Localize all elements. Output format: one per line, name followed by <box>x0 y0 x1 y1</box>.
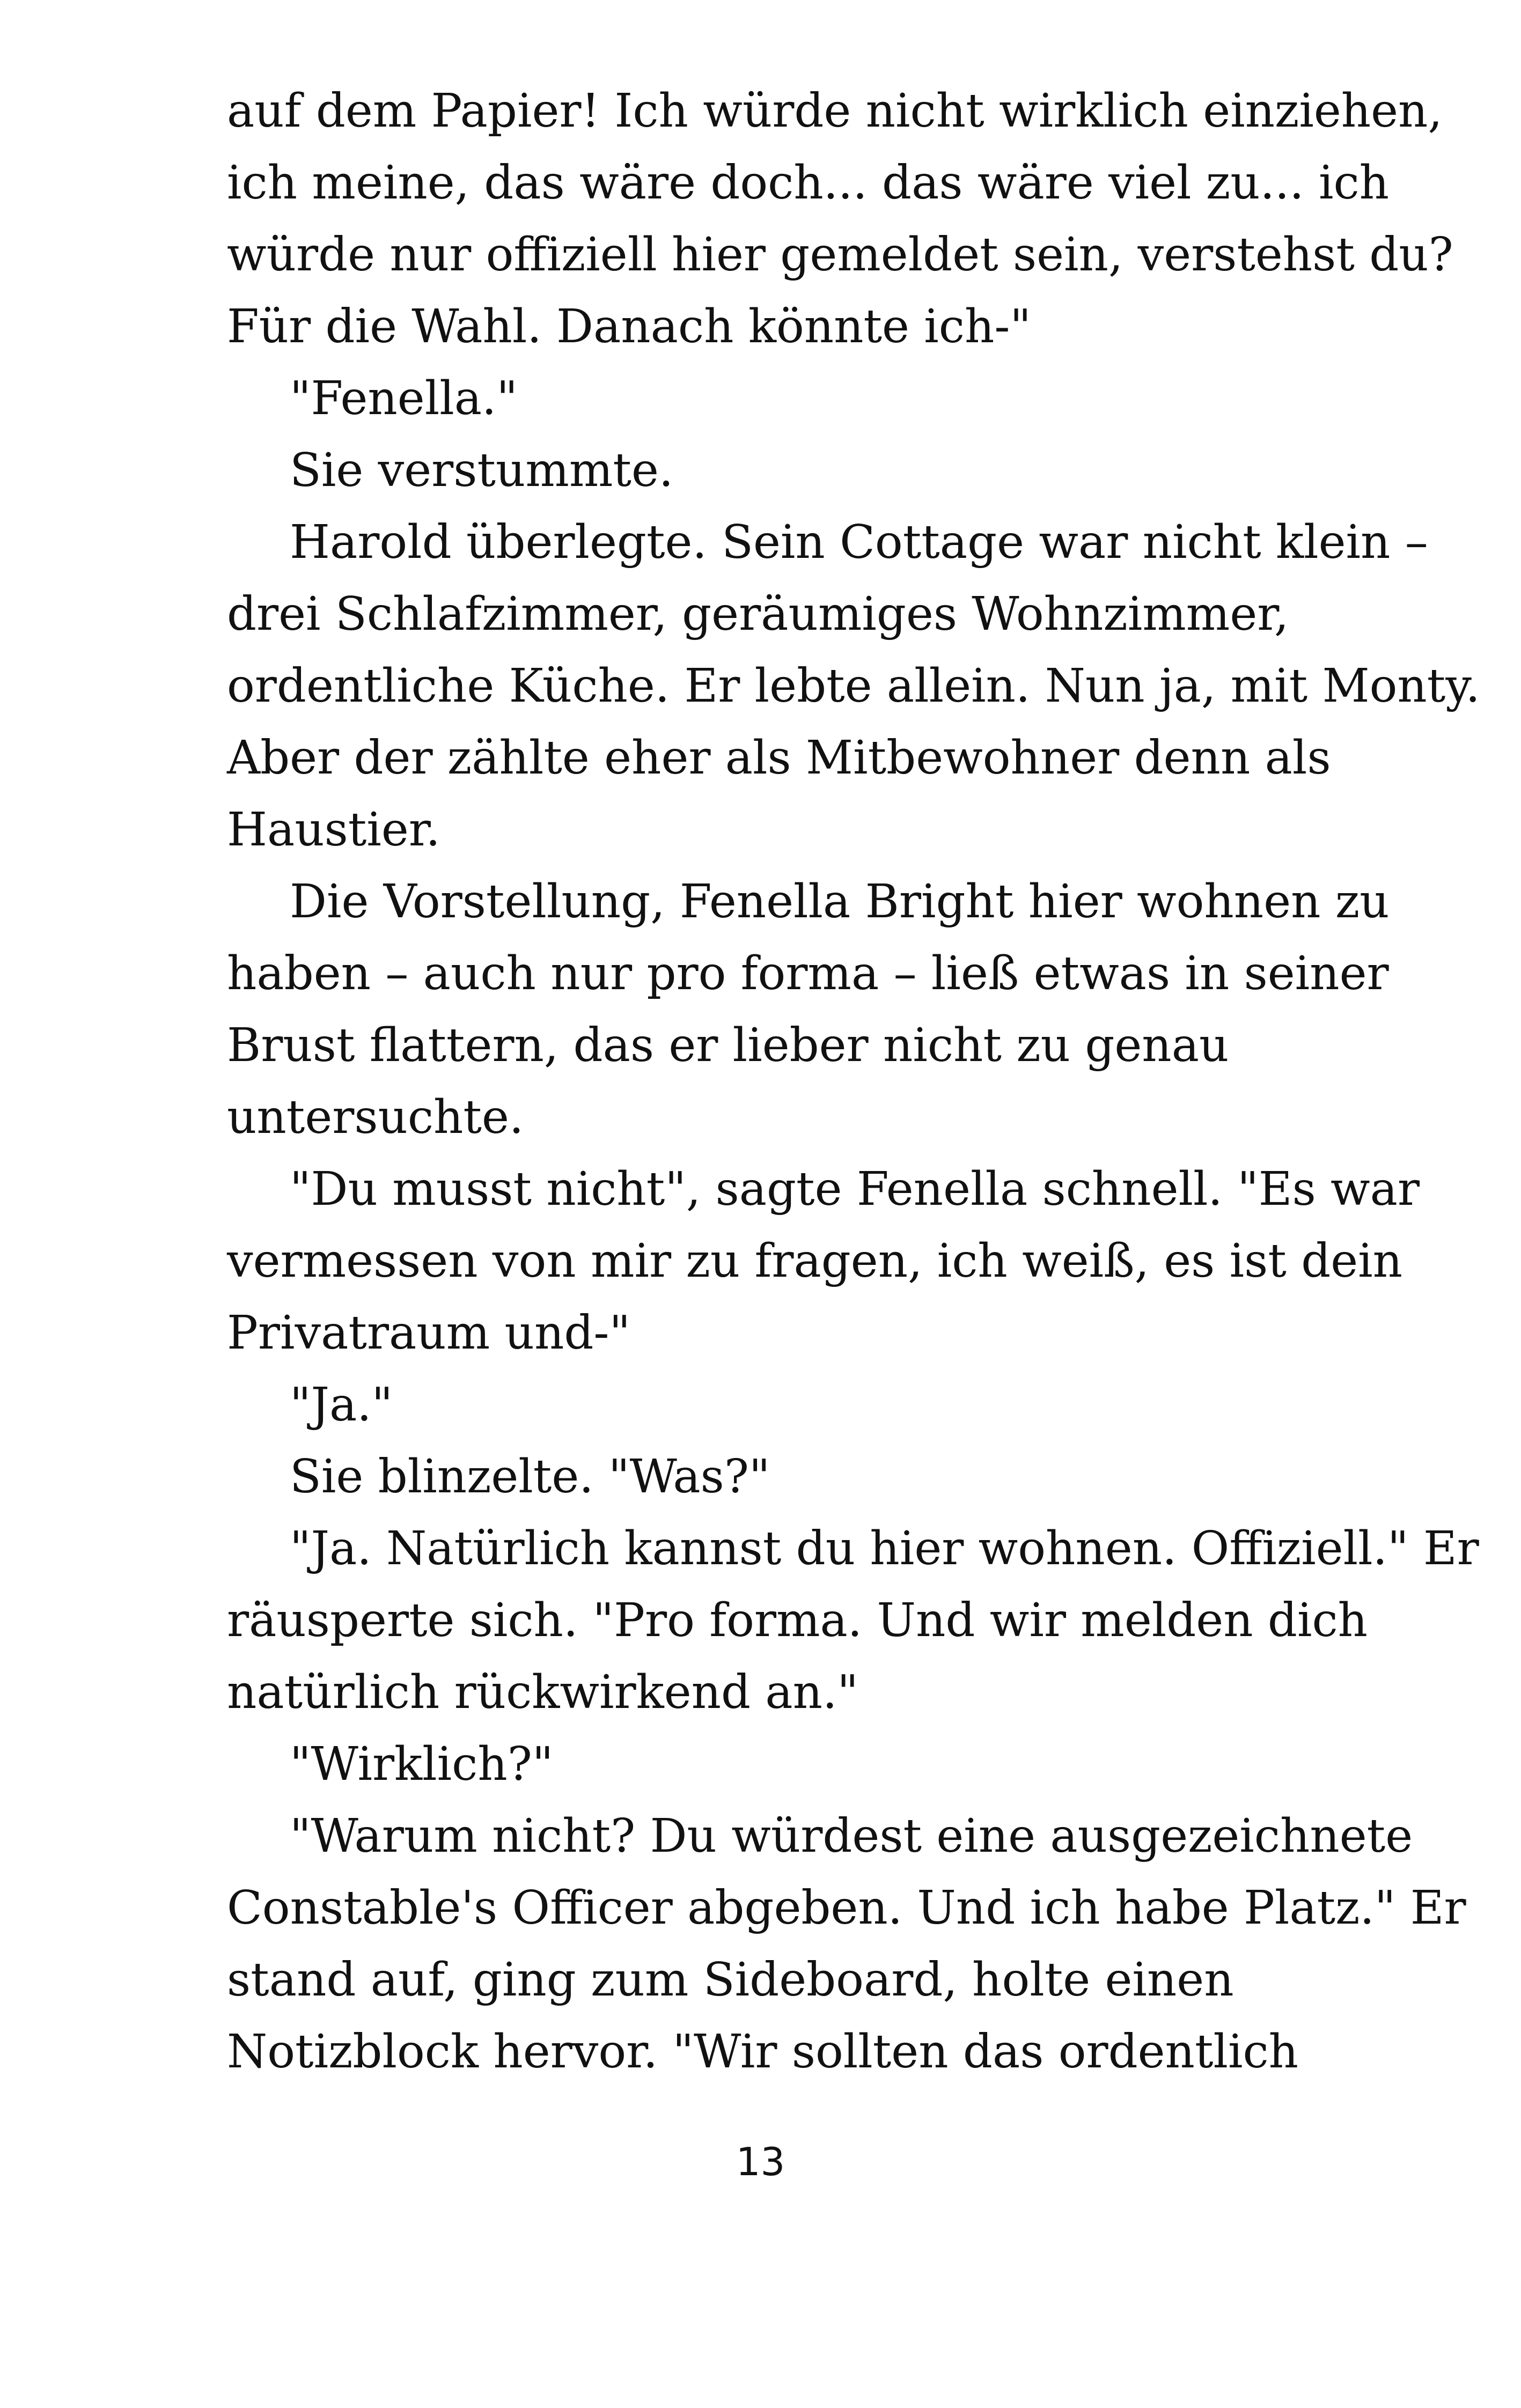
text-line: stand auf, ging zum Sideboard, holte einen <box>227 1953 1234 2007</box>
text-line: räusperte sich. "Pro forma. Und wir melden dich <box>227 1594 1368 1647</box>
text-line: "Ja. Natürlich kannst du hier wohnen. Offiziell." Er <box>290 1522 1479 1575</box>
text-line: Aber der zählte eher als Mitbewohner denn als <box>227 731 1331 785</box>
text-line: "Du musst nicht", sagte Fenella schnell. "Es war <box>290 1162 1420 1216</box>
text-line: "Ja." <box>290 1378 393 1432</box>
text-line: Sie blinzelte. "Was?" <box>290 1450 770 1504</box>
text-line: Harold überlegte. Sein Cottage war nicht klein – <box>290 516 1428 569</box>
text-line: "Fenella." <box>290 372 518 425</box>
text-line: Haustier. <box>227 803 440 857</box>
text-line: "Wirklich?" <box>290 1737 554 1791</box>
page-number: 13 <box>736 2139 785 2184</box>
text-line: vermessen von mir zu fragen, ich weiß, es ist dein <box>227 1234 1403 1288</box>
text-line: Brust flattern, das er lieber nicht zu genau <box>227 1019 1229 1072</box>
body-text <box>227 75 1480 2088</box>
text-line: "Warum nicht? Du würdest eine ausgezeichnete <box>290 1809 1413 1863</box>
text-line: Die Vorstellung, Fenella Bright hier wohnen zu <box>290 875 1390 929</box>
text-line: würde nur offiziell hier gemeldet sein, verstehst du? <box>227 228 1453 282</box>
text-line: Constable's Officer abgeben. Und ich habe Platz." Er <box>227 1881 1466 1935</box>
text-line: ordentliche Küche. Er lebte allein. Nun ja, mit Monty. <box>227 659 1480 713</box>
text-line: Für die Wahl. Danach könnte ich-" <box>227 300 1031 354</box>
text-line: Notizblock hervor. "Wir sollten das ordentlich <box>227 2025 1299 2079</box>
text-line: untersuchte. <box>227 1091 524 1144</box>
text-line: Privatraum und-" <box>227 1306 630 1360</box>
text-line: haben – auch nur pro forma – ließ etwas in seiner <box>227 947 1389 1000</box>
text-line: natürlich rückwirkend an." <box>227 1666 858 1719</box>
text-line: drei Schlafzimmer, geräumiges Wohnzimmer, <box>227 587 1289 641</box>
text-line: ich meine, das wäre doch... das wäre viel zu... ich <box>227 156 1389 210</box>
text-line: Sie verstummte. <box>290 444 674 497</box>
text-line: auf dem Papier! Ich würde nicht wirklich einziehen, <box>227 84 1443 138</box>
